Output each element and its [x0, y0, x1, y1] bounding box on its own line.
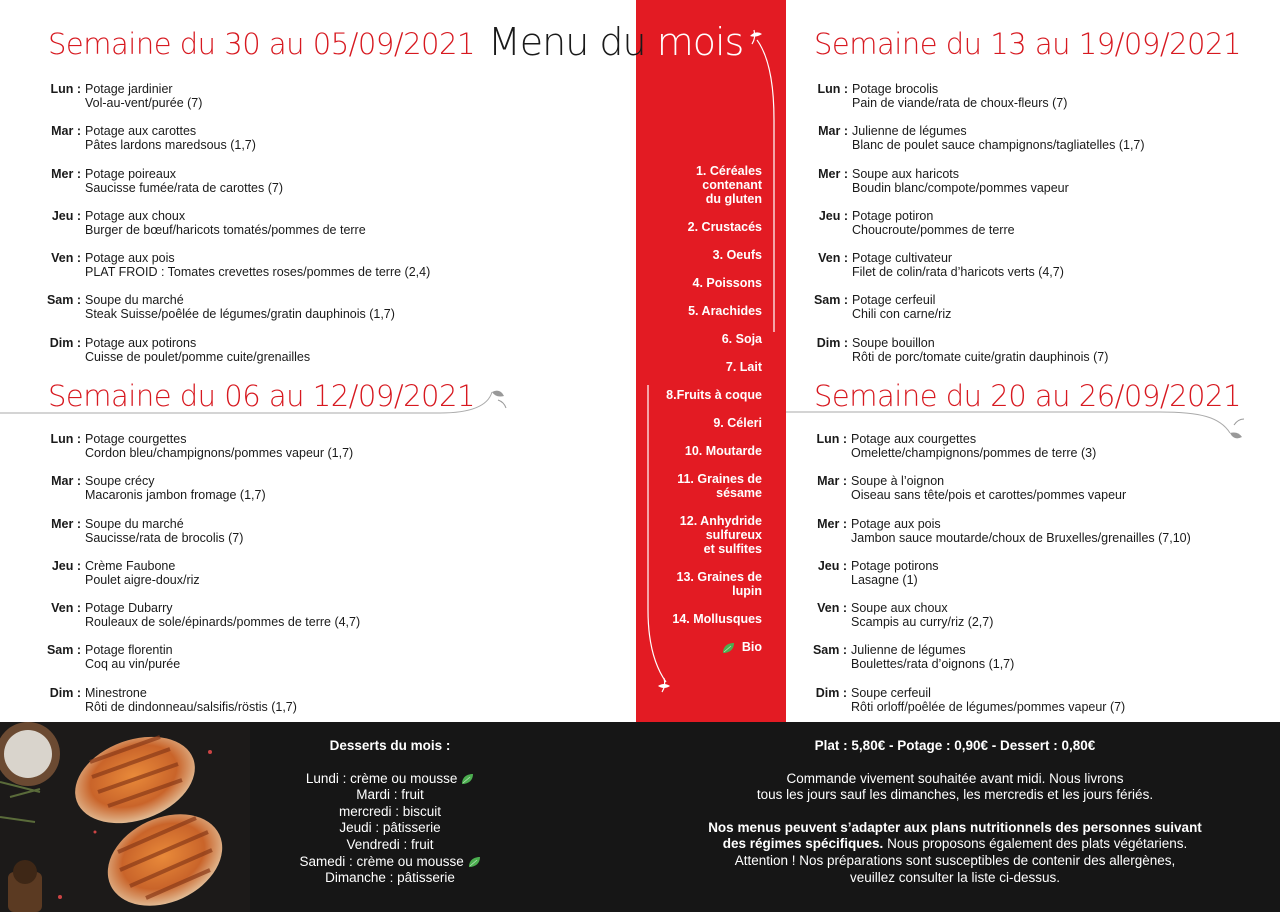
allergen-item	[632, 388, 762, 402]
day-dishes	[85, 643, 180, 671]
main-dish-line: Lasagne (1)	[851, 572, 918, 587]
day-dishes	[85, 167, 283, 195]
soup-line: Minestrone	[85, 685, 147, 700]
soup-line: Potage courgettes	[85, 432, 187, 446]
day-label: Jeu :	[817, 558, 847, 573]
bio-leaf-icon	[461, 773, 474, 785]
main-dish-line: Saucisse fumée/rata de carottes (7)	[85, 180, 284, 195]
day-label: Lun :	[816, 432, 847, 446]
week-title-2: Semaine du 06 au 12/09/2021	[48, 379, 475, 413]
soup-line: Potage aux carottes	[85, 124, 197, 139]
allergen-item	[632, 416, 762, 430]
day-label: Ven :	[51, 251, 81, 266]
day-label: Mer :	[51, 166, 81, 181]
main-dish-line: Vol-au-vent/purée (7)	[85, 96, 203, 110]
diet-line-2	[670, 836, 1240, 853]
dessert-text: Samedi : crème ou mousse	[299, 853, 464, 869]
main-dish-line: Blanc de poulet sauce champignons/tagliatelles (1,7)	[852, 138, 1145, 153]
desserts-section	[262, 738, 518, 887]
diet-line-1: Nos menus peuvent s’adapter aux plans nutritionnels des personnes suivant	[708, 819, 1202, 835]
day-label: Ven :	[818, 251, 848, 266]
day-dishes	[851, 686, 1125, 714]
soup-line: Potage brocolis	[852, 82, 939, 96]
diet-line-2-bold: des régimes spécifiques.	[722, 836, 884, 852]
dessert-item	[262, 870, 518, 887]
allergen-item	[632, 514, 762, 556]
bio-label: Bio	[741, 640, 762, 654]
day-dishes	[851, 474, 1126, 502]
main-dish-line: Cordon bleu/champignons/pommes vapeur (1,7)	[85, 446, 354, 460]
day-dishes	[852, 293, 951, 321]
allergen-line: lupin	[732, 584, 762, 598]
order-line-1: Commande vivement souhaitée avant midi. Nous livrons	[786, 770, 1124, 786]
allergen-item	[632, 248, 762, 262]
soup-line: Potage poireaux	[85, 166, 177, 181]
dessert-item	[262, 837, 518, 854]
allergen-line: 2. Crustacés	[687, 220, 762, 234]
soup-line: Soupe crécy	[85, 474, 155, 489]
day-label: Sam :	[46, 293, 81, 308]
main-dish-line: Steak Suisse/poêlée de légumes/gratin dauphinois (1,7)	[85, 307, 395, 322]
day-dishes	[85, 559, 200, 587]
bio-legend	[632, 640, 762, 654]
main-dish-line: Pâtes lardons maredsous (1,7)	[85, 138, 256, 153]
day-dishes	[852, 209, 1015, 237]
day-dishes	[852, 167, 1069, 195]
main-dish-line: Scampis au curry/riz (2,7)	[851, 615, 994, 630]
page-title-part1: Menu du	[488, 20, 646, 64]
day-label: Sam :	[46, 643, 81, 658]
dessert-text: Lundi : crème ou mousse	[305, 770, 458, 786]
attention-line-1: Attention ! Nos préparations sont susceptibles de contenir des allergènes,	[734, 852, 1176, 868]
allergen-line: 3. Oeufs	[712, 248, 762, 262]
allergen-item	[632, 164, 762, 206]
day-label: Dim :	[815, 685, 847, 700]
info-section	[670, 738, 1240, 886]
soup-line: Potage florentin	[85, 643, 173, 658]
soup-line: Potage jardinier	[85, 82, 173, 96]
order-line-2: tous les jours sauf les dimanches, les mercredis et les jours fériés.	[756, 787, 1154, 803]
day-label: Mar :	[818, 124, 848, 139]
soup-line: Crème Faubone	[85, 558, 176, 573]
week-title-4: Semaine du 20 au 26/09/2021	[814, 379, 1241, 413]
allergen-item	[632, 570, 762, 598]
prices-line: Plat : 5,80€ - Potage : 0,90€ - Dessert : 0,80€	[814, 738, 1096, 753]
dessert-text: Vendredi : fruit	[346, 836, 434, 852]
main-dish-line: Cuisse de poulet/pomme cuite/grenailles	[85, 349, 311, 364]
main-dish-line: Saucisse/rata de brocolis (7)	[85, 530, 244, 545]
allergen-line: 12. Anhydride	[679, 514, 762, 528]
day-label: Jeu :	[51, 558, 81, 573]
soup-line: Soupe aux haricots	[852, 166, 960, 181]
day-label: Mer :	[51, 516, 81, 531]
day-dishes	[85, 336, 310, 364]
attention-line-2: veuillez consulter la liste ci-dessus.	[849, 869, 1061, 885]
allergen-line: 5. Arachides	[688, 304, 762, 318]
desserts-heading: Desserts du mois :	[329, 738, 451, 753]
day-dishes	[852, 124, 1145, 152]
allergen-line: 11. Graines de	[677, 472, 762, 486]
grilled-chicken-photo	[0, 722, 250, 912]
dessert-item	[262, 804, 518, 821]
day-label: Ven :	[817, 601, 847, 616]
soup-line: Potage cultivateur	[852, 251, 953, 266]
allergen-line: et sulfites	[703, 542, 762, 556]
dessert-text: Mardi : fruit	[356, 787, 424, 803]
soup-line: Julienne de légumes	[852, 124, 967, 139]
allergen-line: sulfureux	[705, 528, 762, 542]
allergen-line: du gluten	[705, 192, 762, 206]
allergen-item	[632, 444, 762, 458]
allergen-list	[632, 164, 762, 668]
allergen-line: 10. Moutarde	[684, 444, 762, 458]
soup-line: Soupe du marché	[85, 293, 184, 308]
main-dish-line: Pain de viande/rata de choux-fleurs (7)	[852, 96, 1068, 110]
soup-line: Soupe du marché	[85, 516, 184, 531]
main-dish-line: Oiseau sans tête/pois et carottes/pommes vapeur	[851, 488, 1127, 503]
day-label: Mar :	[51, 124, 81, 139]
bio-leaf-icon	[722, 642, 735, 654]
allergen-item	[632, 612, 762, 626]
dessert-item	[262, 771, 518, 788]
week-title-1: Semaine du 30 au 05/09/2021	[48, 27, 475, 61]
main-dish-line: Coq au vin/purée	[85, 657, 181, 672]
day-dishes	[85, 432, 353, 460]
day-label: Jeu :	[818, 208, 848, 223]
soup-line: Potage Dubarry	[85, 601, 173, 616]
soup-line: Soupe bouillon	[852, 335, 935, 350]
soup-line: Soupe cerfeuil	[851, 685, 931, 700]
soup-line: Potage aux pois	[85, 251, 175, 266]
main-dish-line: Boulettes/rata d’oignons (1,7)	[851, 657, 1015, 672]
day-dishes	[85, 517, 243, 545]
day-dishes	[85, 686, 297, 714]
allergen-line: 4. Poissons	[692, 276, 762, 290]
dessert-item	[262, 854, 518, 871]
main-dish-line: Omelette/champignons/pommes de terre (3)	[851, 446, 1097, 460]
main-dish-line: Rouleaux de sole/épinards/pommes de terre (4,7)	[85, 615, 361, 630]
allergen-item	[632, 332, 762, 346]
day-label: Lun :	[50, 432, 81, 446]
main-dish-line: Boudin blanc/compote/pommes vapeur	[852, 180, 1069, 195]
day-label: Mer :	[817, 516, 847, 531]
day-dishes	[852, 82, 1067, 110]
day-dishes	[85, 251, 430, 279]
soup-line: Julienne de légumes	[851, 643, 966, 658]
day-label: Sam :	[812, 643, 847, 658]
day-dishes	[851, 601, 993, 629]
dessert-text: Dimanche : pâtisserie	[325, 870, 455, 886]
main-dish-line: PLAT FROID : Tomates crevettes roses/pommes de terre (2,4)	[85, 265, 431, 280]
day-dishes	[852, 251, 1064, 279]
allergen-band	[636, 0, 786, 722]
day-label: Lun :	[50, 82, 81, 96]
soup-line: Potage cerfeuil	[852, 293, 936, 308]
main-dish-line: Rôti orloff/poêlée de légumes/pommes vapeur (7)	[851, 699, 1126, 714]
soup-line: Potage aux choux	[85, 208, 186, 223]
desserts-list	[262, 771, 518, 887]
soup-line: Potage potiron	[852, 208, 934, 223]
day-dishes	[85, 209, 366, 237]
day-label: Mar :	[51, 474, 81, 489]
day-dishes	[85, 82, 202, 110]
dessert-item	[262, 787, 518, 804]
day-label: Dim :	[49, 685, 81, 700]
main-dish-line: Jambon sauce moutarde/choux de Bruxelles/grenailles (7,10)	[851, 530, 1191, 545]
main-dish-line: Choucroute/pommes de terre	[852, 222, 1015, 237]
main-dish-line: Burger de bœuf/haricots tomatés/pommes de terre	[85, 222, 366, 237]
allergen-line: 14. Mollusques	[672, 612, 762, 626]
soup-line: Soupe aux choux	[851, 601, 948, 616]
allergen-item	[632, 304, 762, 318]
soup-line: Potage aux pois	[851, 516, 941, 531]
day-dishes	[851, 517, 1191, 545]
dessert-text: mercredi : biscuit	[338, 803, 442, 819]
day-dishes	[851, 432, 1096, 460]
day-label: Ven :	[51, 601, 81, 616]
allergen-item	[632, 472, 762, 500]
week-title-3: Semaine du 13 au 19/09/2021	[814, 27, 1241, 61]
day-label: Jeu :	[51, 208, 81, 223]
diet-line-2-normal: Nous proposons également des plats végétariens.	[883, 836, 1188, 852]
main-dish-line: Rôti de porc/tomate cuite/gratin dauphinois (7)	[852, 349, 1109, 364]
main-dish-line: Macaronis jambon fromage (1,7)	[85, 488, 266, 503]
dessert-text: Jeudi : pâtisserie	[339, 820, 441, 836]
page-title	[488, 20, 743, 64]
day-dishes	[85, 124, 256, 152]
main-dish-line: Rôti de dindonneau/salsifis/röstis (1,7)	[85, 699, 297, 714]
day-label: Mer :	[818, 166, 848, 181]
day-dishes	[85, 293, 395, 321]
soup-line: Soupe à l’oignon	[851, 474, 945, 489]
allergen-line: 9. Céleri	[713, 416, 762, 430]
day-dishes	[85, 601, 360, 629]
allergen-line: 13. Graines de	[676, 570, 762, 584]
main-dish-line: Chili con carne/riz	[852, 307, 952, 322]
allergen-item	[632, 360, 762, 374]
day-label: Lun :	[817, 82, 848, 96]
bio-leaf-icon	[468, 856, 481, 868]
allergen-item	[632, 220, 762, 234]
soup-line: Potage potirons	[851, 558, 939, 573]
allergen-line: 1. Céréales	[695, 164, 762, 178]
allergen-line: contenant	[702, 178, 762, 192]
day-dishes	[851, 643, 1014, 671]
day-dishes	[85, 474, 266, 502]
dessert-item	[262, 820, 518, 837]
page-title-part2: mois	[656, 20, 744, 64]
day-label: Dim :	[49, 335, 81, 350]
allergen-line: 7. Lait	[725, 360, 762, 374]
day-label: Sam :	[813, 293, 848, 308]
allergen-line: 8.Fruits à coque	[666, 388, 762, 402]
allergen-item	[632, 276, 762, 290]
allergen-line: sésame	[716, 486, 762, 500]
main-dish-line: Filet de colin/rata d’haricots verts (4,7)	[852, 265, 1064, 280]
day-dishes	[852, 336, 1108, 364]
day-dishes	[851, 559, 939, 587]
main-dish-line: Poulet aigre-doux/riz	[85, 572, 200, 587]
soup-line: Potage aux courgettes	[851, 432, 977, 446]
day-label: Mar :	[817, 474, 847, 489]
allergen-line: 6. Soja	[721, 332, 762, 346]
day-label: Dim :	[816, 335, 848, 350]
soup-line: Potage aux potirons	[85, 335, 197, 350]
